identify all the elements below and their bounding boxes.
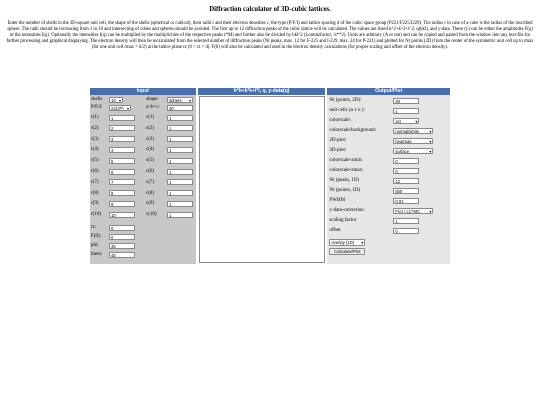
r-input[interactable]: 5 (109, 158, 135, 164)
output-row-label: colorscale-zmax: (329, 168, 364, 173)
c-label: c(7) (146, 179, 155, 185)
output-row-label: Nr (points, 2D): (329, 98, 362, 103)
r-label: r(7) (91, 179, 99, 185)
c-input[interactable]: 1 (167, 201, 193, 207)
abc-input[interactable]: 30 (167, 105, 193, 111)
r-input[interactable]: 9 (109, 201, 135, 207)
rz-input[interactable]: 0 (109, 225, 135, 231)
output-row-select[interactable] (393, 138, 433, 145)
output-row-input[interactable]: 0 (393, 168, 419, 174)
theta-label: theta: (91, 252, 103, 257)
output-row-label: colorscale/background: (329, 128, 376, 133)
c-label: c(8) (146, 190, 155, 196)
chevron-down-icon: ▾ (188, 97, 191, 103)
shape-label: shape: (146, 97, 159, 102)
r-label: r(8) (91, 190, 99, 196)
output-row-select[interactable] (393, 118, 419, 125)
shells-select[interactable]: 10 ▾ (111, 97, 121, 103)
r-label: r(1) (91, 115, 99, 120)
r-input[interactable]: 8 (109, 190, 135, 196)
output-row-select[interactable] (393, 208, 433, 215)
output-row-label: Nr (peaks, 1D) (329, 178, 360, 183)
calculate-plot-button[interactable]: Calculate/Plot (329, 248, 365, 255)
r-label: r(4) (91, 147, 99, 153)
r-label: r(5) (91, 158, 99, 164)
chevron-down-icon: ▾ (429, 128, 432, 134)
chevron-down-icon: ▾ (126, 105, 129, 111)
output-row-label: FWHM (329, 198, 345, 203)
c-input[interactable]: 1 (167, 158, 193, 164)
output-row-label: offset (329, 228, 341, 233)
c-label: c(5) (146, 158, 155, 164)
c-input[interactable]: 1 (167, 115, 193, 121)
r-input[interactable]: 10 (109, 212, 135, 218)
pfi-select[interactable]: 221(P) ▾ (111, 105, 129, 111)
output-row-select-value: surface (395, 148, 410, 154)
c-label: c(10) (146, 212, 157, 218)
r-input[interactable]: 1 (109, 115, 135, 121)
chevron-down-icon: ▾ (361, 240, 364, 245)
c-label: c(4) (146, 147, 155, 153)
output-row-label: scaling factor (329, 218, 357, 223)
output-row-input[interactable]: 0.01 (393, 198, 419, 204)
c-input[interactable]: 1 (167, 125, 193, 131)
r-input[interactable]: 2 (109, 125, 135, 131)
output-row-input[interactable]: 0 (393, 158, 419, 164)
rz-label: rz: (91, 225, 97, 230)
r-input[interactable]: 3 (109, 136, 135, 142)
output-row-label: colorscale-zmin: (329, 158, 363, 163)
page-title: Diffraction calculator of 3D-cubic lattices. (209, 6, 331, 13)
output-row-label: 3D-plot: (329, 148, 347, 153)
c-label: c(9) (146, 201, 155, 207)
shells-label: shells (91, 97, 103, 102)
output-header: Output/Plot (327, 88, 450, 95)
c-input[interactable]: 1 (167, 179, 193, 185)
output-row-select-value: F(q) / LC*MC (395, 208, 421, 214)
output-row-label: colorscale: (329, 118, 351, 123)
description-text: Enter the number of shells in the 3D-square unit cell, the shape of the shells (spherical or cubical), their radii r and their electron densities c, the type (P/F/I) and lattice spacing d of the cubic space group (P221/F225/I229). The radius r in case of a cube is the radius of the inscribed sphere. The radii should be increasing from 1 to 10 and intersecting of cubes and spheres should be avoided. The first up to 12 diffraction peaks of the cubic lattice will be calculated. The values are listed h^2+k^2+l^2, q(hkl), and y-data. These (y) can be either the amplitudes F(q) or the intensities I(q). Optionally the intensities I(q) can be multiplied by the multiplicities of the respective peaks (*M) and further also be divided by hkl^2 (Lorentzfactor, /x**2). Units are arbitrary (A or nm) and can be copied and pasted from the window into any text-file for further processing and graphical displaying. The electron density will then be recalculated from the selected number of diffraction peaks (Nr peaks, max. 12 for F-225 and I-229, max. 24 for P-221) and plotted for Nr points (2D) from the center of the symmetric unit cell up to rmax (for one unit cell rmax = d/2) at the lattice plane rz (0 < rz < d). F(0) will also be calculated and used in the electron density calculations (for proper scaling and offset of the electron density). (6, 21, 534, 50)
c-label: c(3) (146, 136, 155, 142)
c-label: c(2) (146, 125, 155, 131)
theta-input[interactable]: 45 (109, 252, 135, 258)
output-row-select[interactable] (393, 148, 433, 155)
output-row-label: Nr (points, 1D) (329, 188, 361, 193)
c-label: c(1) (146, 115, 155, 120)
f0-input[interactable]: 0 (109, 234, 135, 240)
output-row-input[interactable]: 1 (393, 108, 419, 114)
output-row-label: 2D-plot: (329, 138, 347, 143)
r-label: r(10) (91, 212, 101, 218)
c-input[interactable]: 1 (167, 136, 193, 142)
input-header: Input (90, 88, 196, 95)
c-input[interactable]: 1 (167, 212, 193, 218)
output-row-input[interactable]: 40 (393, 98, 419, 104)
phi-label: phi: (91, 243, 99, 248)
abc-label: a=b=c: (146, 105, 160, 110)
output-row-input[interactable]: 1 (393, 218, 419, 224)
output-panel (327, 88, 450, 264)
results-textarea[interactable] (199, 96, 325, 263)
r-label: r(9) (91, 201, 99, 207)
phi-input[interactable]: 45 (109, 243, 135, 249)
output-row-label: unit cells (n x n ): (329, 108, 365, 113)
r-input[interactable]: 7 (109, 179, 135, 185)
c-input[interactable]: 1 (167, 169, 193, 175)
c-label: c(6) (146, 169, 155, 174)
c-input[interactable]: 1 (167, 190, 193, 196)
c-input[interactable]: 1 (167, 147, 193, 153)
r-label: r(3) (91, 136, 99, 142)
r-input[interactable]: 4 (109, 147, 135, 153)
r-label: r(6) (91, 169, 99, 174)
chevron-down-icon: ▾ (118, 97, 121, 103)
overlay-select[interactable]: overlay (1D) ▾ (331, 240, 364, 245)
output-row-input[interactable]: 500 (393, 188, 419, 194)
pfi-label: P/F/I: (91, 105, 103, 110)
chevron-down-icon: ▾ (415, 118, 418, 124)
r-input[interactable]: 6 (109, 169, 135, 175)
chevron-down-icon: ▾ (429, 148, 432, 154)
output-row-select-value: heatmap (395, 138, 412, 144)
results-panel (198, 88, 326, 264)
output-row-input[interactable]: 12 (393, 178, 419, 184)
r-label: r(2) (91, 125, 99, 131)
chevron-down-icon: ▾ (429, 208, 432, 214)
output-row-input[interactable]: 0 (393, 228, 419, 234)
input-panel (90, 88, 197, 264)
output-row-select-value: Jet (395, 118, 401, 124)
output-row-label: y-data-correction (329, 208, 364, 213)
chevron-down-icon: ▾ (429, 138, 432, 144)
shape-select[interactable]: sphere ▾ (169, 97, 191, 103)
calculator-table (90, 88, 450, 264)
output-row-select-value: normal/white (395, 128, 420, 134)
output-row-select[interactable] (393, 128, 433, 135)
results-header: h*h+k*k+l*l, q, y-data(q) (198, 88, 326, 95)
f0-label: F(0): (91, 234, 101, 239)
